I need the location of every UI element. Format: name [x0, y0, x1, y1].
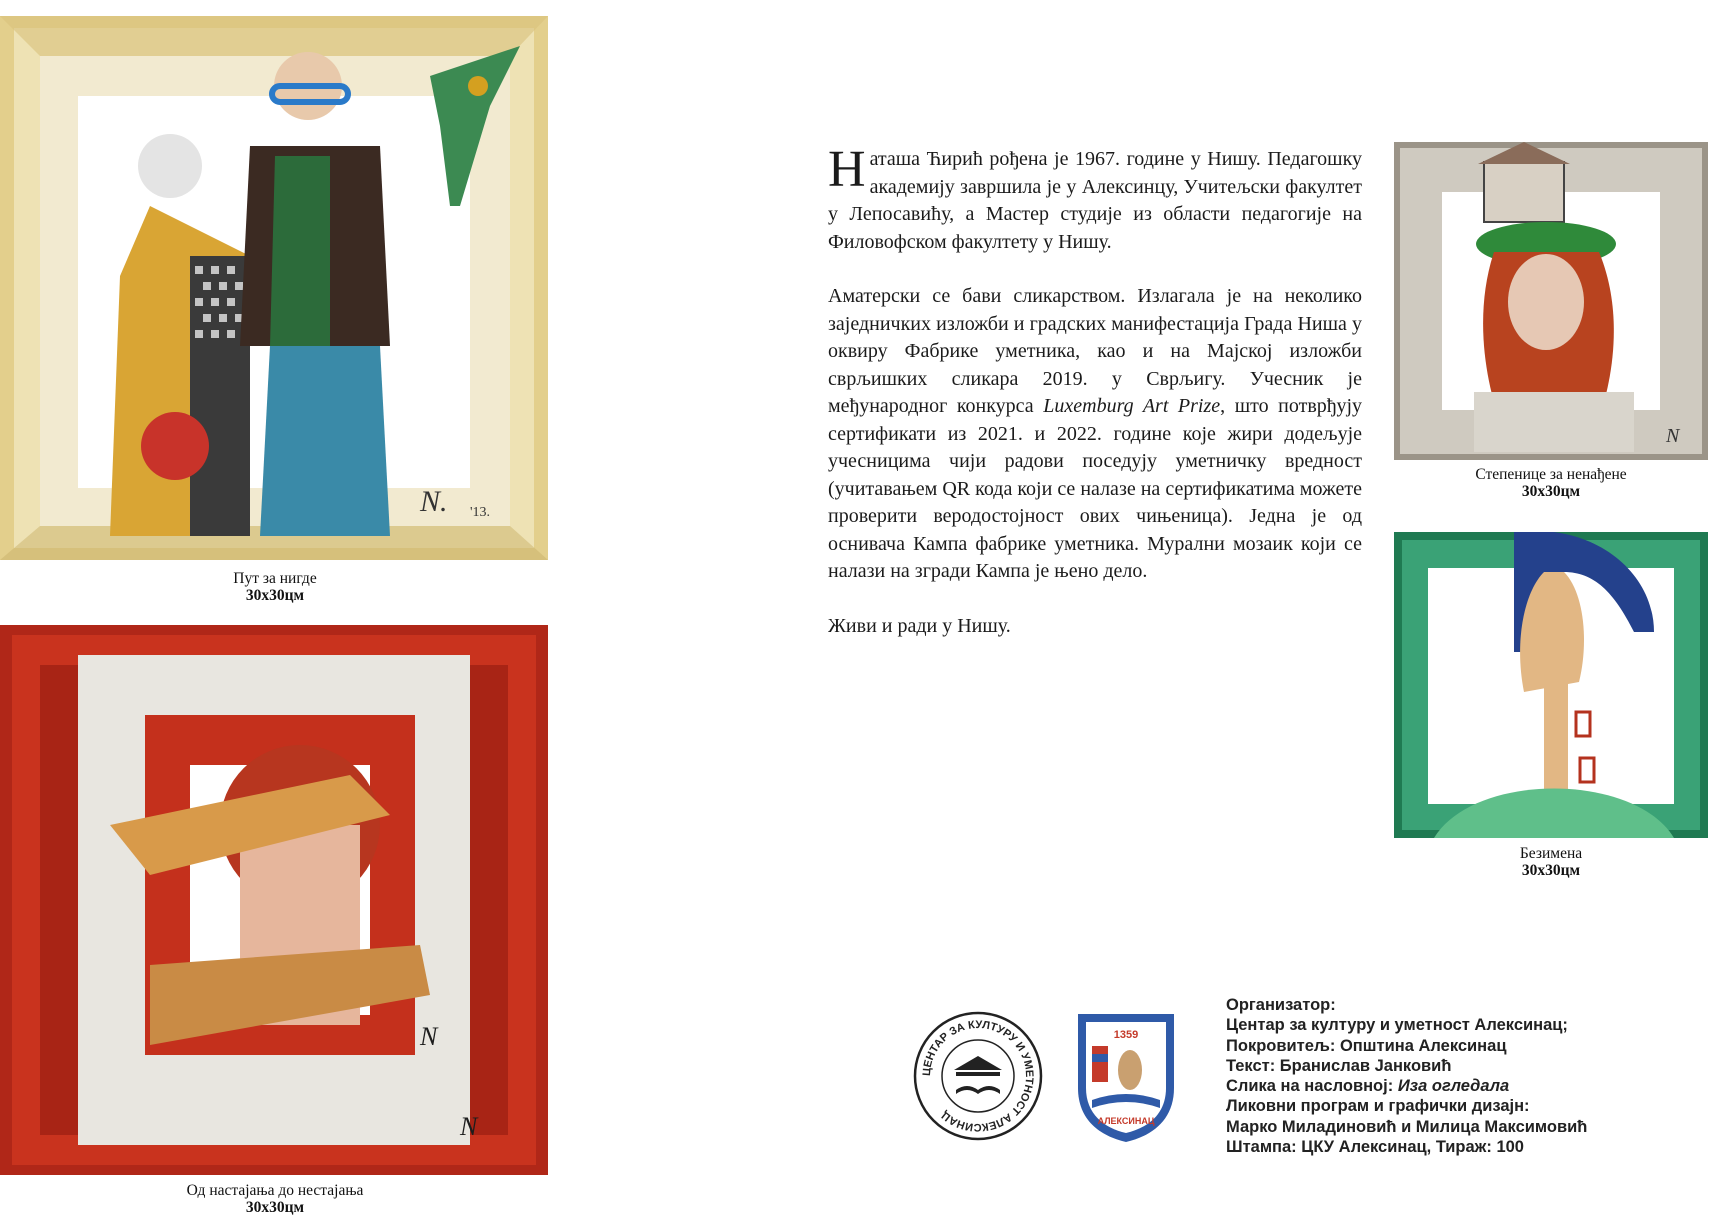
coat-top-text: 1359 [1113, 1029, 1139, 1041]
coat-of-arms-image [1072, 1008, 1180, 1146]
biography-text [828, 141, 1362, 667]
credits-cover-label: Слика на насловној: [1226, 1077, 1398, 1096]
credits-print: Штампа: ЦКУ Алексинац, Тираж: 100 [1226, 1138, 1524, 1157]
credits-cover-title: Иза огледала [1397, 1077, 1510, 1096]
bio-p2-italic: Luxemburg Art Prize [1043, 395, 1221, 417]
signature: N. [420, 485, 448, 518]
svg-text:N: N [420, 1022, 438, 1051]
bio-p1-text: аташа Ћирић рођена је 1967. године у Нишу. Педагошку академију завршила је у Алексинцу, Учитељски факултет у Лепосавићу, а Мастер студије из области педагогије на Филовофском факултету у Нишу. [828, 148, 1362, 253]
caption-size: 30x30цм [1521, 483, 1581, 500]
painting-image [0, 625, 548, 1175]
painting-od-nastajanja [0, 625, 548, 1175]
caption-title: Од настајања до нестајања [186, 1182, 364, 1199]
drop-cap: Н [828, 141, 866, 198]
credits-block [1226, 995, 1706, 1157]
caption-title: Безимена [1519, 845, 1583, 862]
painting-put-za-nigde [0, 16, 548, 560]
caption-title: Степенице за ненађене [1475, 466, 1627, 483]
bio-paragraph-2 [828, 283, 1362, 586]
caption-size: 30x30цм [1521, 862, 1581, 879]
caption-size: 30x30цм [245, 587, 305, 604]
aleksinac-coat-of-arms [1072, 1008, 1180, 1146]
svg-text:N: N [460, 1112, 478, 1141]
painting-image [1394, 532, 1708, 838]
signature-year: '13. [470, 505, 491, 520]
painting-image [1394, 142, 1708, 460]
bio-paragraph-3: Живи и ради у Нишу. [828, 614, 1011, 637]
caption-size: 30x30цм [245, 1199, 305, 1216]
ccu-aleksinac-logo [912, 1010, 1044, 1142]
ccu-logo-image [912, 1010, 1044, 1142]
painting-image [0, 16, 548, 560]
coat-bottom-text: АЛЕКСИНАЦ [1097, 1116, 1155, 1126]
credits-design-label: Ликовни програм и графички дизајн: [1226, 1097, 1530, 1116]
painting-stepenice [1394, 142, 1708, 460]
ccu-ring-text: ЦЕНТАР ЗА КУЛТУРУ И УМЕТНОСТ АЛЕКСИНАЦ [920, 1018, 1036, 1134]
credits-text-author: Текст: Бранислав Јанковић [1226, 1056, 1452, 1075]
credits-organizer: Центар за културу и уметност Алексинац; [1226, 1016, 1568, 1035]
caption-od-nastajanja [130, 1182, 420, 1216]
credits-organizer-label: Организатор: [1226, 996, 1336, 1014]
caption-bezimena [1415, 845, 1687, 879]
svg-text:N: N [1666, 425, 1680, 447]
caption-stepenice [1415, 466, 1687, 500]
caption-put-za-nigde [140, 570, 410, 604]
bio-paragraph-1 [828, 141, 1362, 256]
painting-bezimena [1394, 532, 1708, 838]
bio-p2-text-a: Аматерски се бави сликарством. Излагала је на неколико заједничких изложби и градских манифестација Града Ниша у оквиру Фабрике уметника, као и на Мајској изложби сврљишких сликара 2019. у Сврљигу. Учесник је међународног конкурса [828, 285, 1362, 417]
credits-sponsor: Покровитељ: Општина Алексинац [1226, 1036, 1507, 1055]
caption-title: Пут за нигде [233, 570, 317, 587]
credits-cover-image [1226, 1076, 1706, 1096]
bio-p2-text-b: , што потврђују сертификати из 2021. и 2022. године које жири додељује учесницима чији радови поседују уметничку вредност (учитавањем QR кода који се налазе на сертификатима можете проверити веродостојност ових чињеница). Једна је од оснивача Кампа фабрике уметника. Мурални мозаик који се налази на згради Кампа је њено дело. [828, 395, 1362, 582]
credits-designers: Марко Миладиновић и Милица Максимовић [1226, 1117, 1588, 1136]
